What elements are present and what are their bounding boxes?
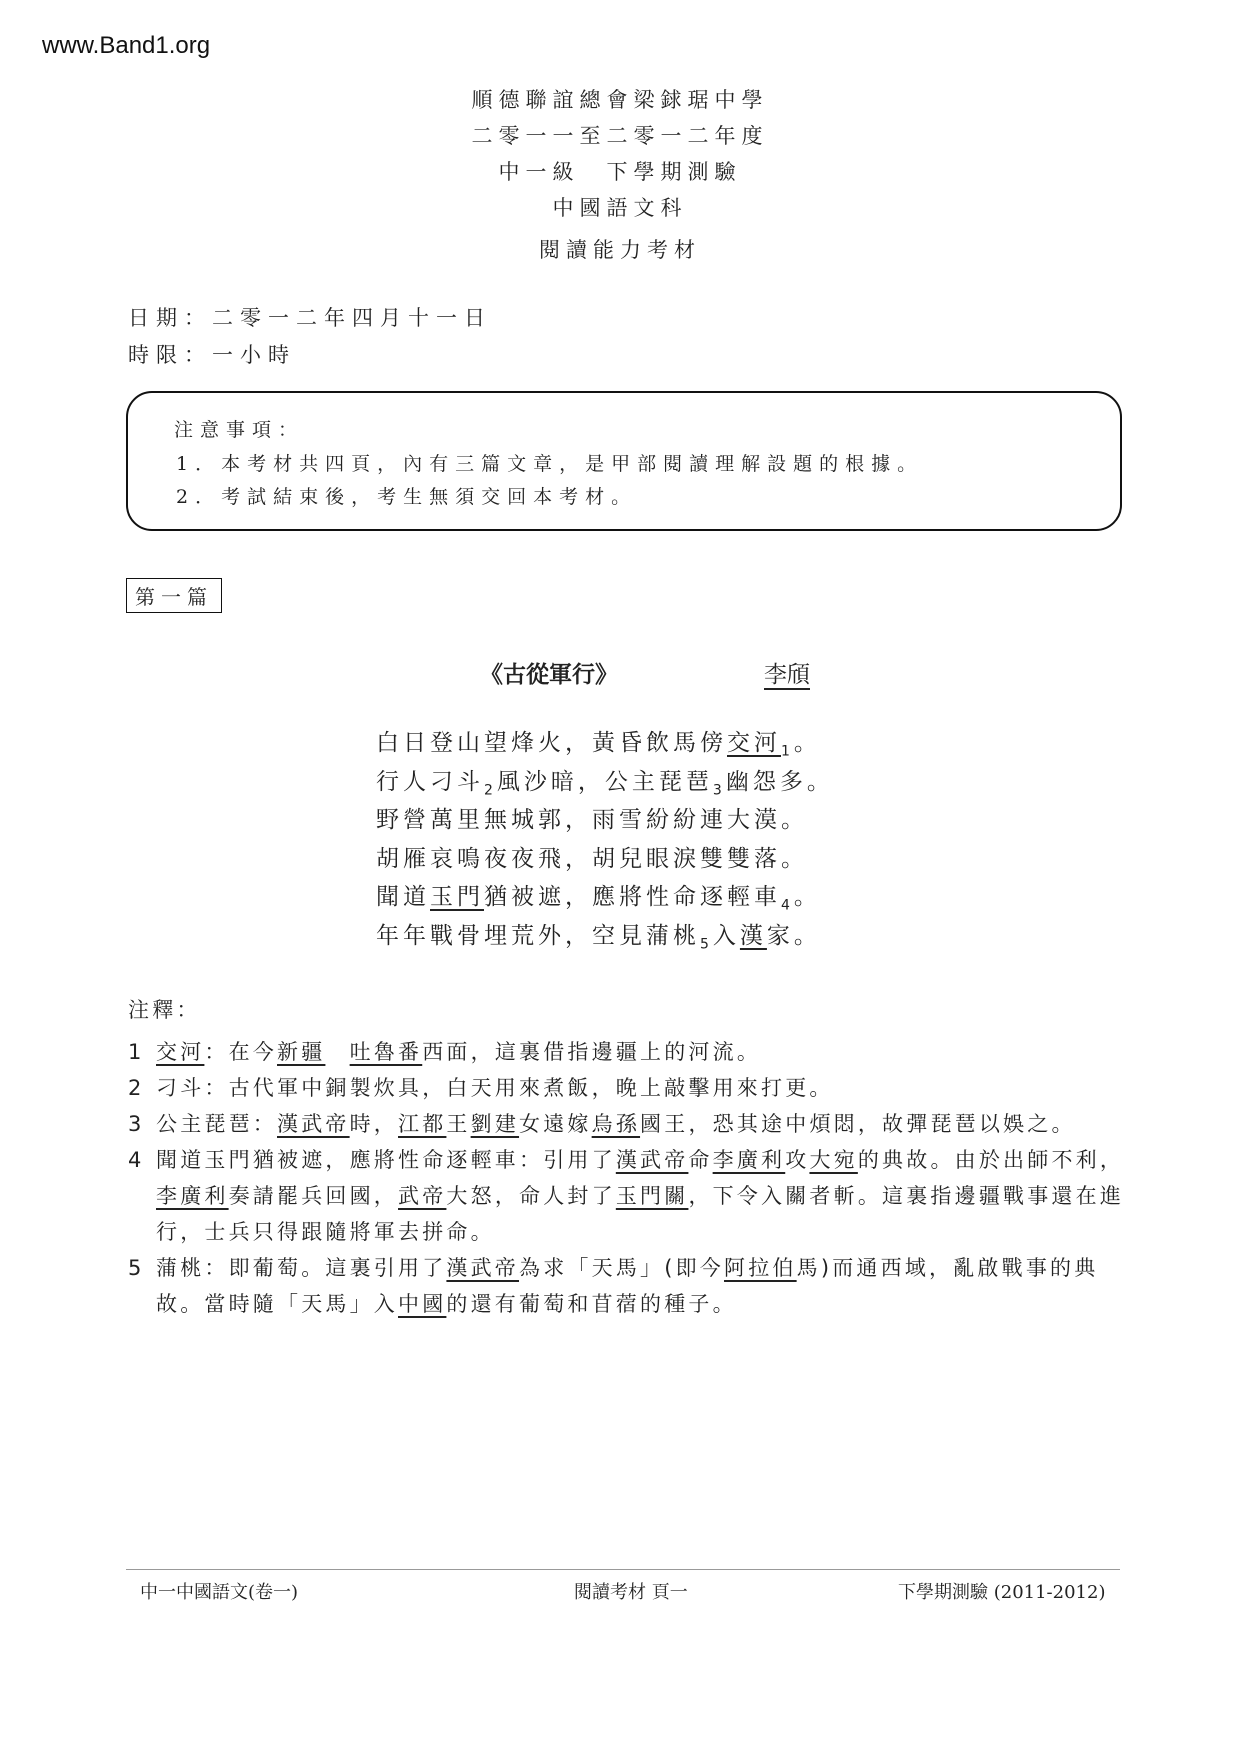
footer-right: 下學期測驗 (2011-2012) <box>898 1582 1106 1603</box>
notice-box <box>126 391 1122 531</box>
poem-line: 聞道玉門猶被遮，應將性命逐輕車$_4$。 <box>376 884 821 914</box>
notice-title: 注意事項： <box>174 419 305 441</box>
notice-item: 2．考試結束後，考生無須交回本考材。 <box>176 486 638 508</box>
poem-line: 年年戰骨埋荒外，空見蒲桃$_5$入漢家。 <box>376 922 821 953</box>
annotation-item: 2 刁斗：古代軍中銅製炊具，白天用來煮飯，晚上敲擊用來打更。 <box>128 1076 834 1100</box>
poem-title: 《古從軍行》 <box>480 662 618 688</box>
paper-name: 閱讀能力考材 <box>539 238 701 262</box>
exam-time-limit: 時限：一小時 <box>128 343 296 367</box>
poem-line: 胡雁哀鳴夜夜飛，胡兒眼淚雙雙落。 <box>376 845 808 872</box>
annotation-item: 1 交河：在今新疆 吐魯番西面，這裏借指邊疆上的河流。 <box>128 1040 762 1064</box>
exam-name: 中一級 下學期測驗 <box>498 160 742 184</box>
notice-item: 1．本考材共四頁，內有三篇文章，是甲部閱讀理解設題的根據。 <box>176 453 924 475</box>
annotation-item: 5 蒲桃：即葡萄。這裏引用了漢武帝為求「天馬」(即今阿拉伯馬)而通西域，亂啟戰事的典故。當時隨「天馬」入中國的還有葡萄和苜蓿的種子。 <box>128 1256 1099 1316</box>
subject-name: 中國語文科 <box>552 196 688 220</box>
annotation-item: 4 聞道玉門猶被遮，應將性命逐輕車：引用了漢武帝命李廣利攻大宛的典故。由於出師不利，李廣利奏請罷兵回國，武帝大怒，命人封了玉門關，下令入關者斬。這裏指邊疆戰事還在進行，士兵只得跟隨將軍去拼命。 <box>128 1148 1125 1244</box>
poem-line: 野營萬里無城郭，雨雪紛紛連大漠。 <box>376 807 808 833</box>
poem-author: 李頎 <box>764 662 810 688</box>
footer-left: 中一中國語文(卷一) <box>140 1582 299 1603</box>
annotations-heading: 注釋： <box>128 998 201 1022</box>
section-label: 第一篇 <box>126 578 222 613</box>
footer-divider <box>126 1569 1120 1570</box>
footer-center: 閱讀考材 頁一 <box>574 1582 688 1603</box>
poem-line: 白日登山望烽火，黃昏飲馬傍交河$_1$。 <box>376 730 821 760</box>
poem-line: 行人刁斗$_2$風沙暗，公主琵琶$_3$幽怨多。 <box>376 768 834 799</box>
page-header <box>0 82 1240 268</box>
poem-body <box>376 724 834 955</box>
watermark: www.Band1.org <box>42 32 211 59</box>
school-year: 二零一一至二零一二年度 <box>471 124 769 148</box>
school-name: 順德聯誼總會梁銶琚中學 <box>471 88 769 112</box>
exam-date: 日期：二零一二年四月十一日 <box>128 306 492 330</box>
annotation-item: 3 公主琵琶：漢武帝時，江都王劉建女遠嫁烏孫國王，恐其途中煩悶，故彈琵琶以娛之。 <box>128 1112 1076 1136</box>
annotations <box>128 994 1128 1322</box>
